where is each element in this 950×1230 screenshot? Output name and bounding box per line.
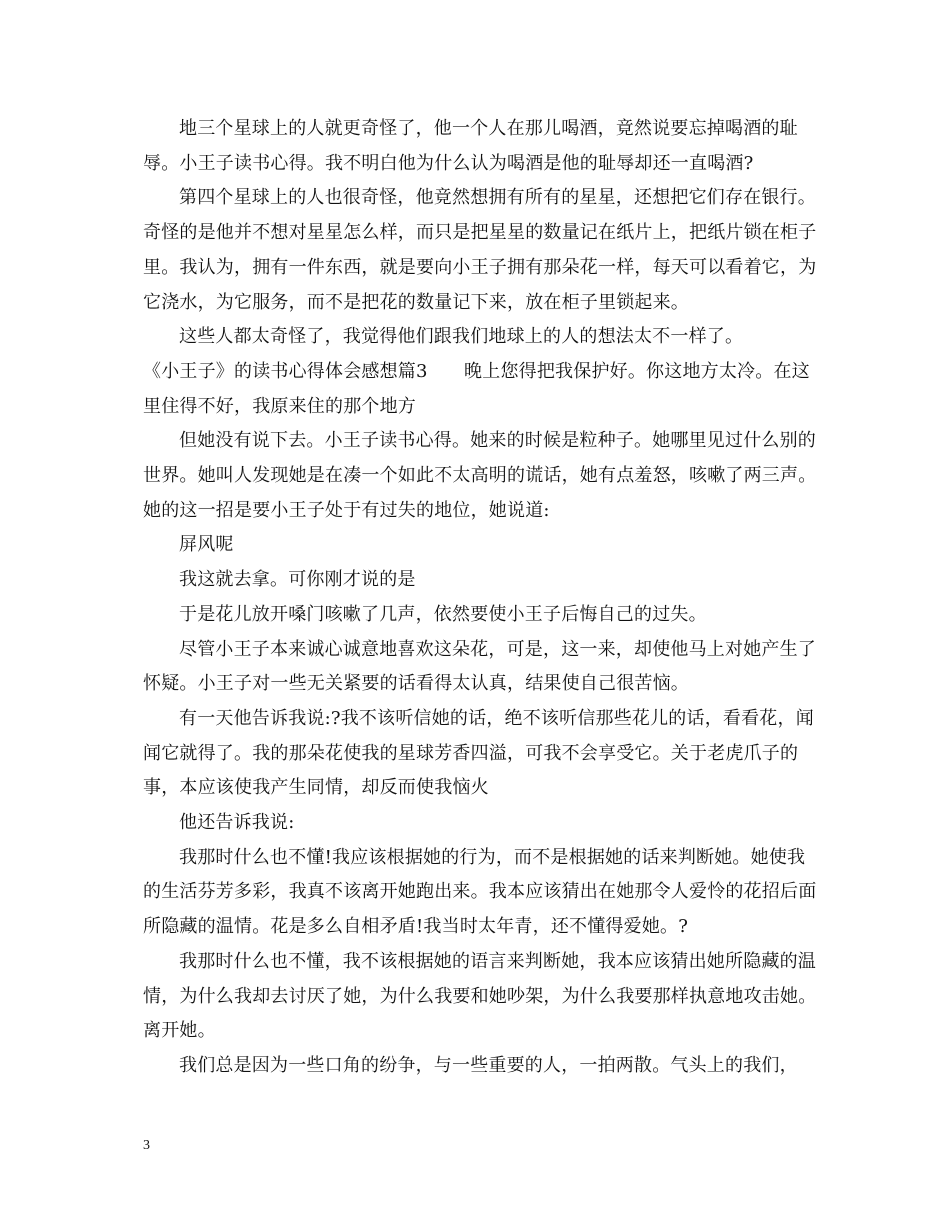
paragraph-3: 这些人都太奇怪了，我觉得他们跟我们地球上的人的想法太不一样了。 (179, 326, 744, 348)
page-number: 3 (143, 1138, 150, 1153)
paragraph-12: 我那时什么也不懂!我应该根据她的行为，而不是根据她的话来判断她。她使我的生活芬芳多彩，我真不该离开她跑出来。我本应该猜出在她那令人爱怜的花招后面所隐藏的温情。花是多么自相矛盾!我当时太年青，还不懂得爱她。? (143, 846, 817, 938)
paragraph-7: 我这就去拿。可你刚才说的是 (179, 569, 416, 591)
paragraph-10: 有一天他告诉我说:?我不该听信她的话，绝不该听信那些花儿的话，看看花，闻闻它就得了。我的那朵花使我的星球芳香四溢，可我不会享受它。关于老虎爪子的事，本应该使我产生同情，却反而使我恼火 (143, 707, 814, 799)
document-body (143, 112, 823, 1084)
paragraph-2: 第四个星球上的人也很奇怪，他竟然想拥有所有的星星，还想把它们存在银行。奇怪的是他并不想对星星怎么样，而只是把星星的数量记在纸片上，把纸片锁在柜子里。我认为，拥有一件东西，就是要向小王子拥有那朵花一样，每天可以看着它，为它浇水，为它服务，而不是把花的数量记下来，放在柜子里锁起来。 (143, 187, 817, 313)
paragraph-9: 尽管小王子本来诚心诚意地喜欢这朵花，可是，这一来，却使他马上对她产生了怀疑。小王子对一些无关紧要的话看得太认真，结果使自己很苦恼。 (143, 638, 816, 695)
paragraph-11: 他还告诉我说: (179, 812, 295, 834)
paragraph-5: 但她没有说下去。小王子读书心得。她来的时候是粒种子。她哪里见过什么别的世界。她叫人发现她是在凑一个如此不太高明的谎话，她有点羞怒，咳嗽了两三声。她的这一招是要小王子处于有过失的地位，她说道: (143, 430, 817, 521)
paragraph-14: 我们总是因为一些口角的纷争，与一些重要的人，一拍两散。气头上的我们， (179, 1054, 798, 1076)
paragraph-6: 屏风呢 (179, 534, 234, 556)
paragraph-1: 地三个星球上的人就更奇怪了，他一个人在那儿喝酒，竟然说要忘掉喝酒的耻辱。小王子读书心得。我不明白他为什么认为喝酒是他的耻辱却还一直喝酒? (143, 118, 798, 174)
section-heading-paragraph: 《小王子》的读书心得体会感想篇3 晚上您得把我保护好。你这地方太冷。在这里住得不好，我原来住的那个地方 (143, 360, 810, 417)
paragraph-13: 我那时什么也不懂，我不该根据她的语言来判断她，我本应该猜出她所隐藏的温情，为什么我却去讨厌了她，为什么我要和她吵架，为什么我要那样执意地攻击她。离开她。 (143, 950, 817, 1042)
paragraph-8: 于是花儿放开嗓门咳嗽了几声，依然要使小王子后悔自己的过失。 (179, 603, 707, 625)
